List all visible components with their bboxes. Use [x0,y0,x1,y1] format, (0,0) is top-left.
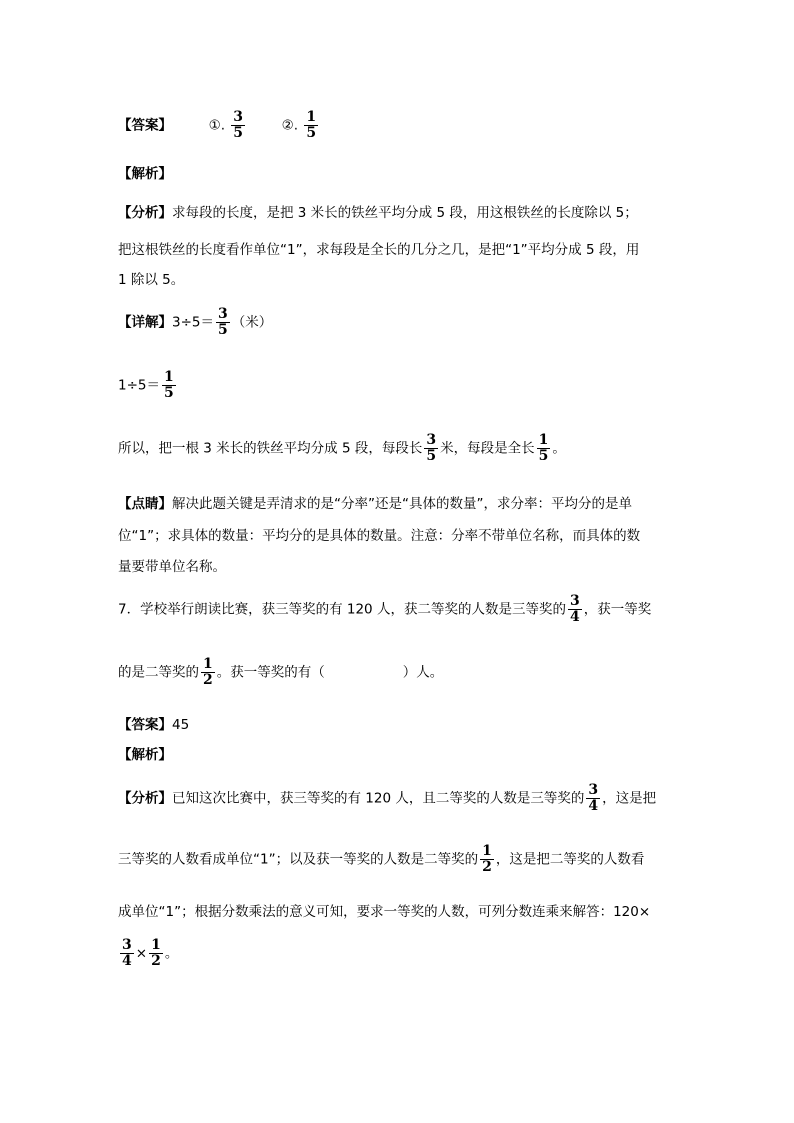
formula-fraction-1: $\frac{3}{4}$ [122,937,132,969]
analysis-heading-2: 【解析】 [118,747,172,763]
answer-label-2: 【答案】 [118,717,172,733]
analysis2-line-2: 三等奖的人数看成单位“1”；以及获一等奖的人数是二等奖的 $\frac{1}{2}$ ，这是把二等奖的人数看 [118,843,645,875]
analysis-line-1: 【分析】求每段的长度，是把 3 米长的铁丝平均分成 5 段，用这根铁丝的长度除以 5； [118,205,638,221]
detail-fraction-2: $\frac{1}{5}$ [164,369,174,401]
analysis-label: 【分析】 [118,205,172,221]
answer-fraction-2: $\frac{1}{5}$ [306,109,317,141]
key-point-line-3: 量要带单位名称。 [118,559,226,575]
detail-line-1: 【详解】3÷5＝ $\frac{3}{5}$ （米） [118,306,273,338]
answer-line-2 [118,716,189,734]
question-7-line-2: 的是二等奖的 $\frac{1}{2}$ 。获一等奖的有（ ）人。 [118,656,444,688]
analysis2-line-4: $\frac{3}{4}$ × $\frac{1}{2}$ 。 [122,937,179,969]
analysis-heading-1: 【解析】 [118,166,172,182]
answer-line-1 [118,110,320,141]
analysis-line-2: 把这根铁丝的长度看作单位“1”，求每段是全长的几分之几，是把“1”平均分成 5 段，用 [118,242,640,258]
key-point-label: 【点睛】 [118,496,172,512]
analysis2-fraction-1: $\frac{3}{4}$ [588,782,599,814]
analysis2-line-1: 【分析】已知这次比赛中，获三等奖的有 120 人，且二等奖的人数是三等奖的 $\frac{3}{4}$ ，这是把 [118,782,657,814]
detail-conclusion: 所以，把一根 3 米长的铁丝平均分成 5 段，每段长 $\frac{3}{5}$ 米，每段是全长 $\frac{1}{5}$ 。 [118,432,566,464]
analysis2-line-3: 成单位“1”；根据分数乘法的意义可知，要求一等奖的人数，可列分数连乘来解答：120× [118,904,651,920]
question-7-line-1: 7．学校举行朗读比赛，获三等奖的有 120 人，获二等奖的人数是三等奖的 $\frac{3}{4}$ ，获一等奖 [118,593,652,625]
analysis-label-2: 【分析】 [118,790,172,807]
conclusion-fraction-1: $\frac{3}{5}$ [426,432,437,464]
analysis-line-3: 1 除以 5。 [118,272,185,288]
answer-fraction-1: $\frac{3}{5}$ [233,109,244,141]
answer-mark-1: ①. [208,117,225,134]
detail-label: 【详解】 [118,314,172,331]
key-point-line-1: 【点睛】解决此题关键是弄清求的是“分率”还是“具体的数量”，求分率：平均分的是单 [118,496,632,512]
key-point-line-2: 位“1”；求具体的数量：平均分的是具体的数量。注意：分率不带单位名称，而具体的数 [118,528,641,544]
conclusion-fraction-2: $\frac{1}{5}$ [538,432,549,464]
detail-line-2: 1÷5＝ $\frac{1}{5}$ [118,369,174,401]
detail-fraction-1: $\frac{3}{5}$ [218,306,228,338]
analysis2-fraction-2: $\frac{1}{2}$ [482,843,492,875]
question-fraction-2: $\frac{1}{2}$ [203,656,213,688]
answer-mark-2: ②. [281,117,299,134]
answer-value: 45 [172,717,190,733]
formula-fraction-2: $\frac{1}{2}$ [151,937,161,969]
question-fraction-1: $\frac{3}{4}$ [569,593,580,625]
answer-label: 【答案】 [118,117,172,134]
